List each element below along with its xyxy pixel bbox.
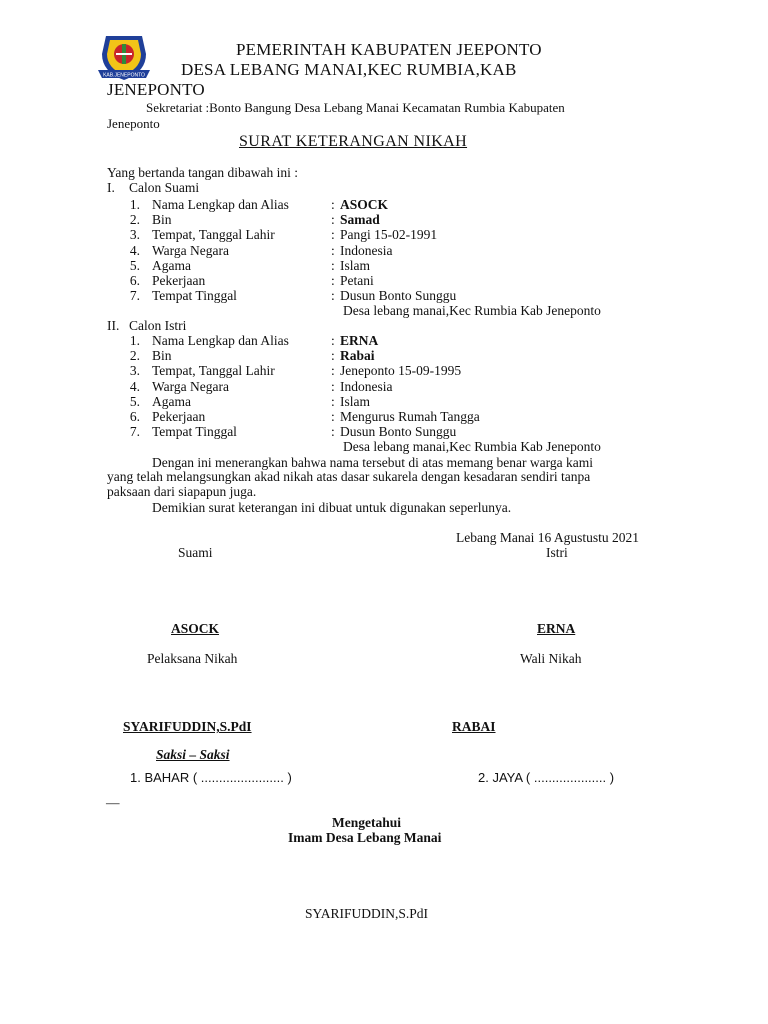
body-paragraph-2: Demikian surat keterangan ini dibuat untuk digunakan seperlunya. — [152, 500, 512, 515]
header-line-1: PEMERINTAH KABUPATEN JEEPONTO — [236, 40, 542, 59]
field-separator: : — [331, 227, 335, 243]
document-title: SURAT KETERANGAN NIKAH — [239, 133, 468, 150]
field-value: Petani — [340, 273, 374, 288]
field-label: Pekerjaan — [152, 273, 206, 288]
field-label: Bin — [152, 212, 172, 228]
field-number: 7. — [129, 424, 140, 440]
field-separator: : — [331, 197, 335, 212]
field-number: 1. — [129, 197, 140, 212]
field-value: Indonesia — [340, 242, 393, 258]
field-number: 4. — [129, 378, 140, 394]
field-separator: : — [331, 273, 335, 288]
istri-sign-name: ERNA — [537, 621, 576, 636]
wali-nikah-label: Wali Nikah — [520, 651, 582, 666]
field-row — [107, 379, 667, 395]
field-number: 3. — [129, 363, 140, 379]
field-row — [107, 409, 667, 425]
field-separator: : — [331, 212, 335, 228]
body-paragraph-1-line-3: paksaan dari siapapun juga. — [107, 484, 257, 499]
field-number: 1. — [129, 333, 140, 348]
logo-ribbon-text: KAB.JENEPONTO — [103, 72, 145, 79]
field-value: Indonesia — [340, 378, 393, 394]
header-line-3: JENEPONTO — [107, 80, 205, 99]
imam-name: SYARIFUDDIN,S.PdI — [305, 906, 429, 921]
regency-emblem-logo — [94, 32, 154, 84]
field-value: Islam — [340, 257, 370, 273]
field-value: Dusun Bonto Sunggu — [340, 288, 457, 304]
field-row — [107, 333, 667, 349]
field-row — [107, 197, 667, 213]
suami-address-cont: Desa lebang manai,Kec Rumbia Kab Jeneponto — [343, 303, 601, 318]
field-value: Islam — [340, 393, 370, 409]
field-row — [107, 273, 667, 289]
field-separator: : — [331, 257, 335, 273]
body-paragraph-1-line-1: Dengan ini menerangkan bahwa nama tersebut di atas memang benar warga kami — [152, 455, 593, 470]
field-value: Samad — [340, 212, 380, 228]
field-label: Tempat Tinggal — [152, 288, 237, 304]
field-row — [107, 288, 667, 304]
field-value: Mengurus Rumah Tangga — [340, 409, 480, 424]
wali-nikah-name: RABAI — [452, 719, 496, 734]
field-label: Nama Lengkap dan Alias — [152, 197, 289, 212]
field-row — [107, 243, 667, 259]
field-label: Nama Lengkap dan Alias — [152, 333, 289, 348]
field-value: Jeneponto 15-09-1995 — [340, 363, 462, 379]
field-row — [107, 212, 667, 228]
field-label: Pekerjaan — [152, 409, 206, 424]
header-address-2: Jeneponto — [107, 116, 160, 131]
field-row — [107, 394, 667, 410]
suami-heading-number: I. — [107, 180, 115, 195]
field-label: Tempat Tinggal — [152, 424, 237, 440]
field-number: 6. — [129, 409, 140, 424]
intro-text: Yang bertanda tangan dibawah ini : — [107, 165, 298, 180]
field-number: 5. — [129, 257, 140, 273]
field-number: 5. — [129, 393, 140, 409]
header-line-2: DESA LEBANG MANAI,KEC RUMBIA,KAB — [181, 60, 517, 79]
field-label: Agama — [152, 257, 191, 273]
field-number: 4. — [129, 242, 140, 258]
mengetahui-line-1: Mengetahui — [332, 815, 401, 830]
suami-sign-name: ASOCK — [171, 621, 220, 636]
field-label: Agama — [152, 393, 191, 409]
field-label: Tempat, Tanggal Lahir — [152, 227, 275, 243]
field-row — [107, 227, 667, 243]
istri-sign-label: Istri — [546, 545, 568, 560]
field-separator: : — [331, 242, 335, 258]
field-number: 2. — [129, 348, 140, 364]
field-value: ASOCK — [340, 197, 389, 212]
field-separator: : — [331, 393, 335, 409]
istri-heading: Calon Istri — [129, 318, 187, 333]
body-paragraph-1-line-2: yang telah melangsungkan akad nikah atas dasar sukarela dengan kesadaran sendiri tanpa — [107, 469, 591, 484]
saksi-heading: Saksi – Saksi — [156, 747, 230, 762]
field-value: Rabai — [340, 348, 375, 364]
field-row — [107, 258, 667, 274]
field-separator: : — [331, 288, 335, 304]
field-separator: : — [331, 409, 335, 424]
field-separator: : — [331, 363, 335, 379]
field-separator: : — [331, 424, 335, 440]
suami-sign-label: Suami — [178, 545, 213, 560]
separator-dash: — — [106, 795, 120, 810]
pelaksana-nikah-name: SYARIFUDDIN,S.PdI — [123, 719, 252, 734]
field-label: Warga Negara — [152, 378, 229, 394]
pelaksana-nikah-label: Pelaksana Nikah — [147, 651, 238, 666]
field-row — [107, 363, 667, 379]
field-number: 2. — [129, 212, 140, 228]
field-number: 7. — [129, 288, 140, 304]
header-address-1: Sekretariat :Bonto Bangung Desa Lebang Manai Kecamatan Rumbia Kabupaten — [146, 100, 565, 115]
suami-heading: Calon Suami — [129, 180, 200, 195]
field-row — [107, 424, 667, 440]
field-label: Warga Negara — [152, 242, 229, 258]
field-label: Bin — [152, 348, 172, 364]
mengetahui-line-2: Imam Desa Lebang Manai — [288, 830, 442, 845]
field-row — [107, 348, 667, 364]
field-separator: : — [331, 333, 335, 348]
field-value: Dusun Bonto Sunggu — [340, 424, 457, 440]
saksi-2: 2. JAYA ( .................... ) — [478, 770, 615, 785]
field-separator: : — [331, 348, 335, 364]
field-label: Tempat, Tanggal Lahir — [152, 363, 275, 379]
field-value: ERNA — [340, 333, 379, 348]
istri-heading-number: II. — [107, 318, 120, 333]
place-date: Lebang Manai 16 Agustustu 2021 — [456, 530, 639, 545]
saksi-1: 1. BAHAR ( ....................... ) — [130, 770, 292, 785]
field-separator: : — [331, 378, 335, 394]
field-number: 3. — [129, 227, 140, 243]
field-number: 6. — [129, 273, 140, 288]
field-value: Pangi 15-02-1991 — [340, 227, 438, 243]
istri-address-cont: Desa lebang manai,Kec Rumbia Kab Jeneponto — [343, 439, 601, 454]
